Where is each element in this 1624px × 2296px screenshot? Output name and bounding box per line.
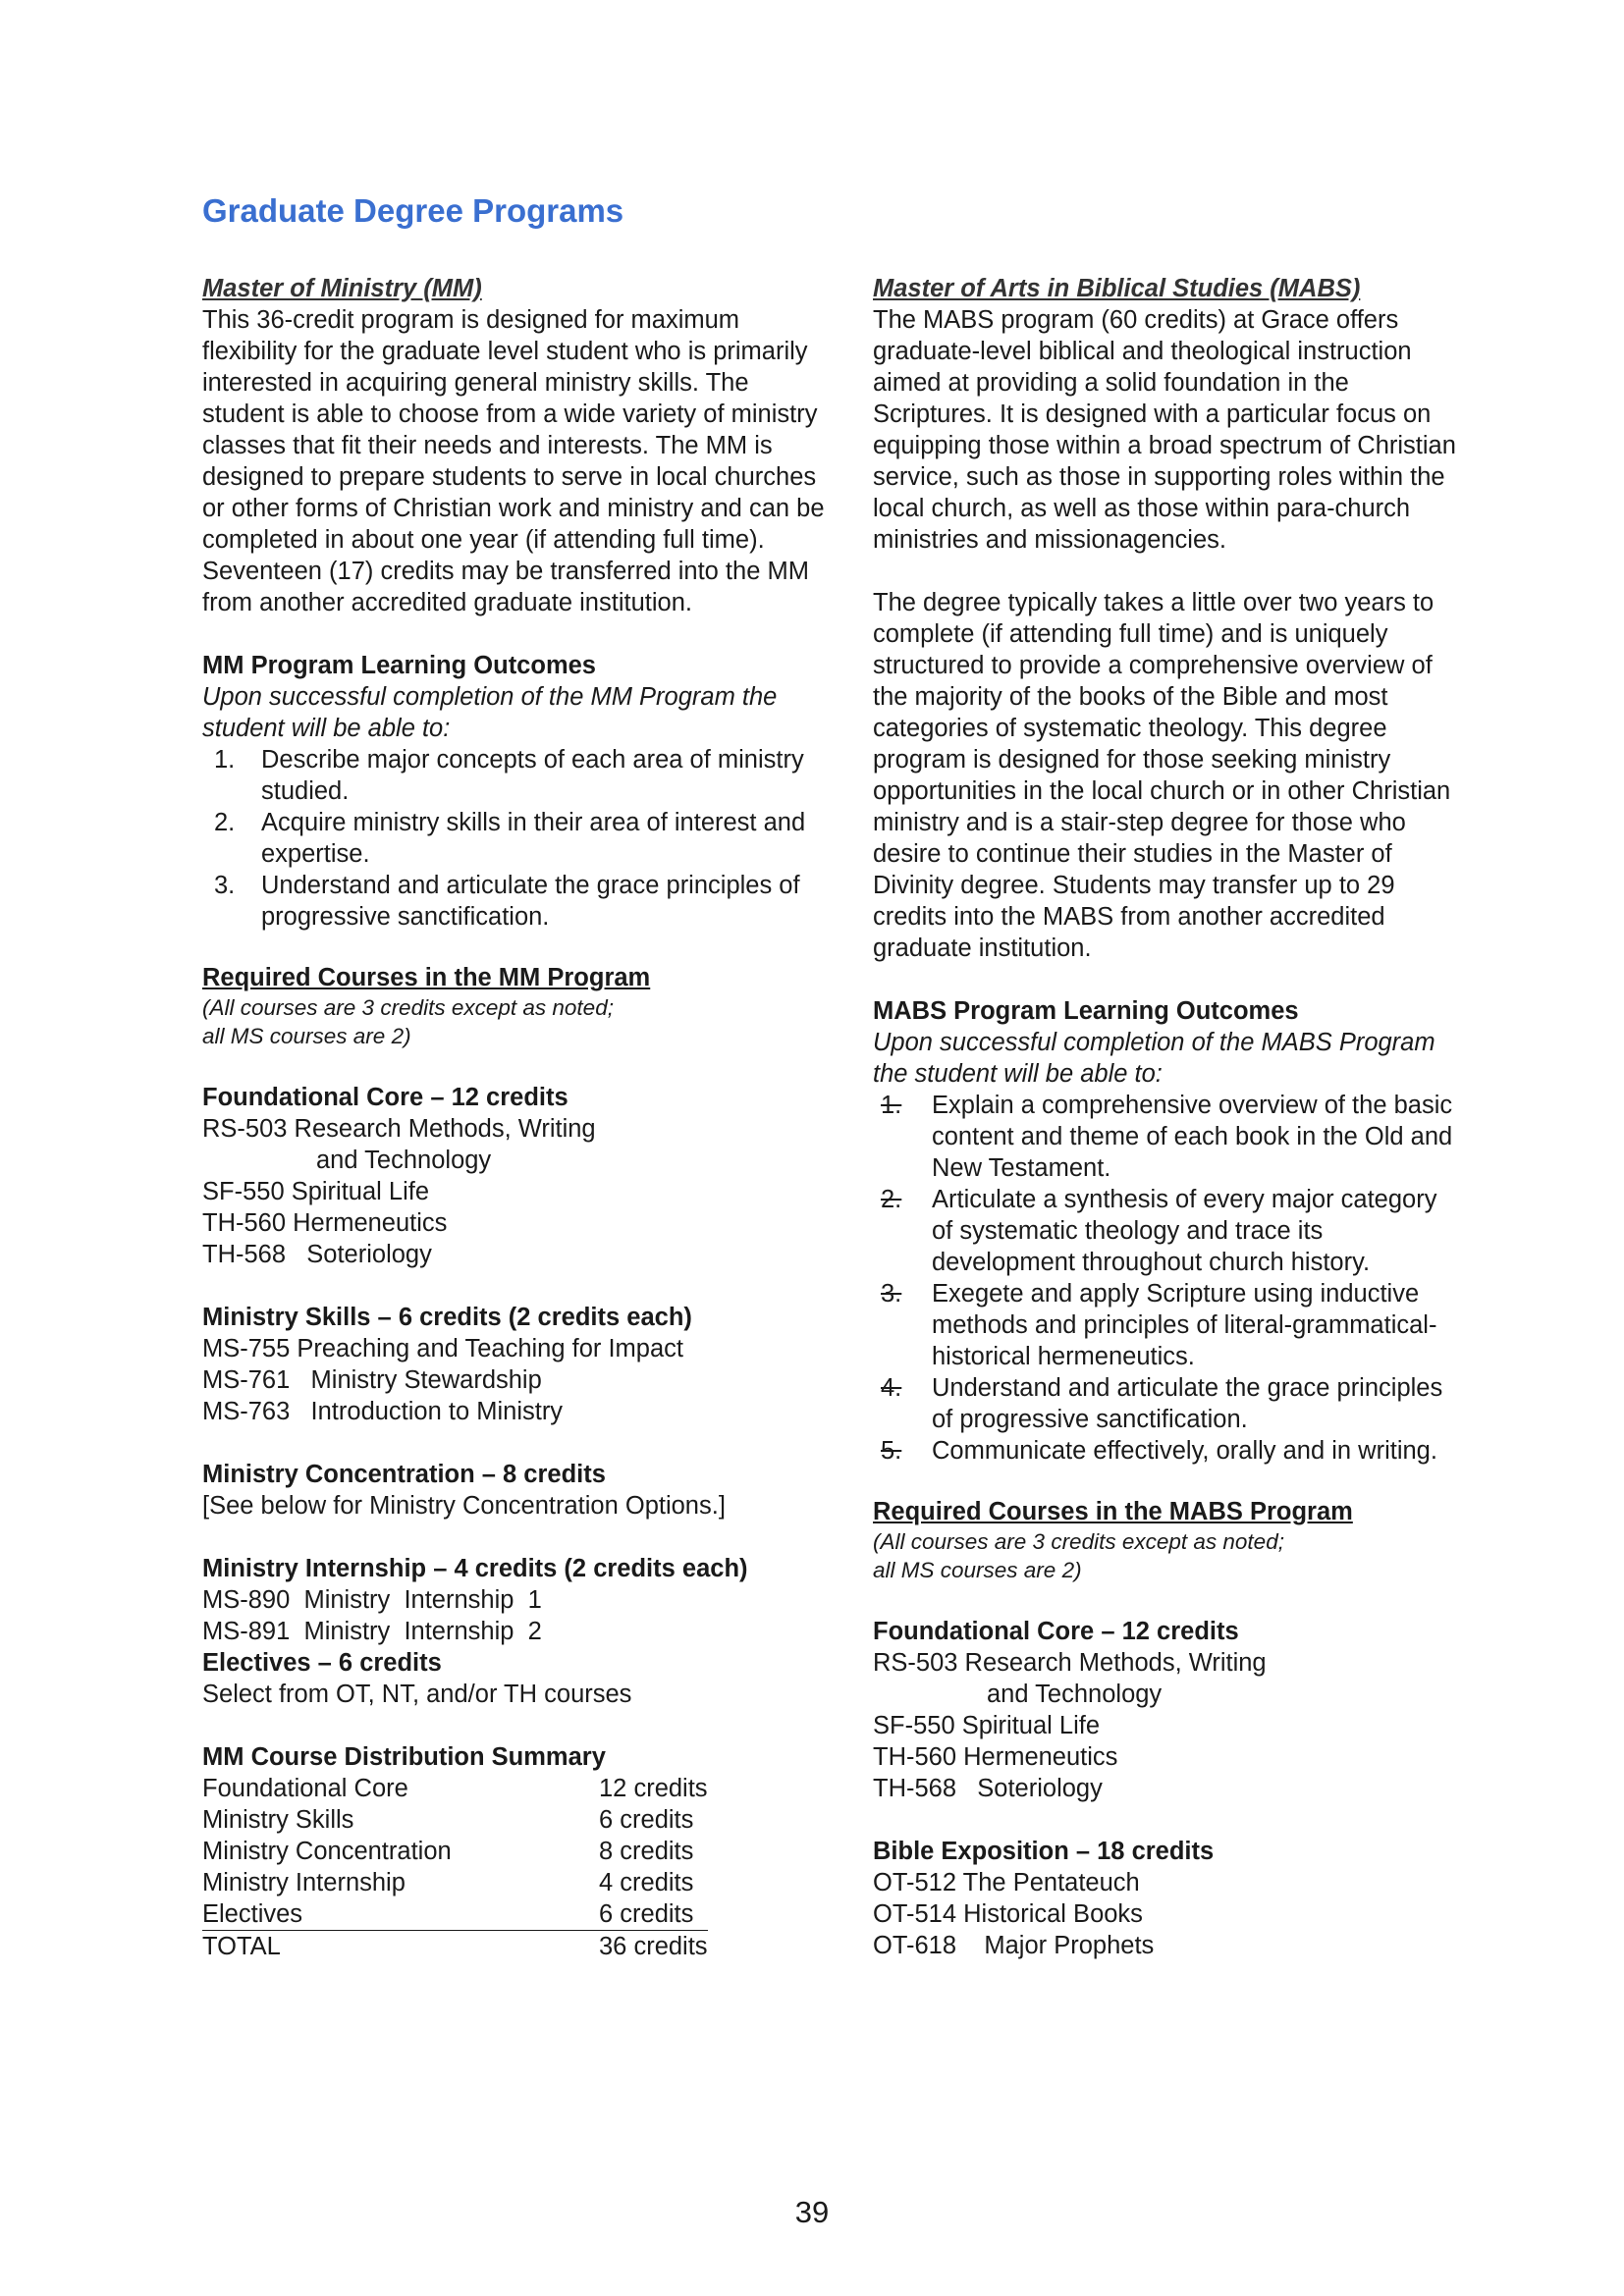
course-line: OT-512 The Pentateuch (873, 1869, 1140, 1896)
course-line: TH-568 Soteriology (202, 1241, 432, 1268)
course-line: OT-514 Historical Books (873, 1900, 1143, 1928)
course-line: OT-618 Major Prophets (873, 1932, 1155, 1959)
mabs-intro: The MABS program (60 credits) at Grace offers graduate-level biblical and theological instruction aimed at providing a solid foundation in the Scriptures. It is designed with a particular focus on equipping those within a broad spectrum of Christian service, such as those in supporting roles within the local church, as well as those within para-church ministries and missionagencies. (873, 306, 1456, 554)
mabs-intro-2: The degree typically takes a little over two years to complete (if attending full time) and is uniquely structured to provide a comprehensive overview of the majority of the books of the Bible and most categories of systematic theology. This degree program is designed for those seeking ministry opportunities in the local church or in other Christian ministry and is a stair-step degree for those who desire to continue their studies in the Master of Divinity degree. Students may transfer up to 29 credits into the MABS from another accredited graduate institution. (873, 589, 1451, 962)
course-line: MS-761 Ministry Stewardship (202, 1366, 542, 1394)
course-line: MS-891 Ministry Internship 2 (202, 1618, 542, 1645)
course-line: TH-560 Hermeneutics (873, 1743, 1118, 1771)
mabs-required-note: all MS courses are 2) (873, 1558, 1082, 1582)
mm-title: Master of Ministry (MM) (202, 275, 482, 302)
mabs-required-note: (All courses are 3 credits except as noted; (873, 1529, 1284, 1554)
mm-electives-heading: Electives – 6 credits (202, 1649, 442, 1677)
mm-concentration-heading: Ministry Concentration – 8 credits (202, 1461, 606, 1488)
course-line: RS-503 Research Methods, Writing (873, 1649, 1267, 1677)
mm-column (202, 273, 831, 1962)
course-line: MS-890 Ministry Internship 1 (202, 1586, 542, 1614)
mm-outcomes-heading: MM Program Learning Outcomes (202, 652, 596, 679)
mm-skills-heading: Ministry Skills – 6 credits (2 credits each) (202, 1304, 692, 1331)
mabs-required-heading: Required Courses in the MABS Program (873, 1498, 1353, 1525)
mabs-outcomes-heading: MABS Program Learning Outcomes (873, 997, 1299, 1025)
table-row: Electives 6 credits (202, 1898, 708, 1931)
mm-required-note: (All courses are 3 credits except as noted; (202, 995, 614, 1020)
page-title: Graduate Degree Programs (202, 192, 624, 229)
mm-outcome-item: 1. Describe major concepts of each area of ministry studied. (214, 746, 804, 805)
mm-internship-heading: Ministry Internship – 4 credits (2 credits each) (202, 1555, 748, 1582)
mabs-outcomes-intro: Upon successful completion of the MABS Program the student will be able to: (873, 1029, 1435, 1088)
course-line: RS-503 Research Methods, Writing (202, 1115, 596, 1143)
mabs-outcome-item: 1. Explain a comprehensive overview of the basic content and theme of each book in the Old and New Testament. (881, 1092, 1453, 1182)
mabs-outcome-item: 4. Understand and articulate the grace principles of progressive sanctification. (881, 1374, 1443, 1433)
table-row: Ministry Skills 6 credits (202, 1806, 694, 1834)
course-line: TH-560 Hermeneutics (202, 1209, 448, 1237)
mabs-bible-heading: Bible Exposition – 18 credits (873, 1838, 1215, 1865)
course-line: SF-550 Spiritual Life (202, 1178, 430, 1205)
mm-summary-heading: MM Course Distribution Summary (202, 1743, 606, 1771)
mabs-outcomes-list (873, 1090, 1462, 1467)
page-number: 39 (794, 2195, 830, 2229)
mm-foundational-heading: Foundational Core – 12 credits (202, 1084, 568, 1111)
course-line: TH-568 Soteriology (873, 1775, 1103, 1802)
course-line: MS-763 Introduction to Ministry (202, 1398, 564, 1425)
mm-electives-text: Select from OT, NT, and/or TH courses (202, 1681, 632, 1708)
table-row: Ministry Concentration 8 credits (202, 1838, 694, 1865)
table-row: Foundational Core 12 credits (202, 1775, 708, 1802)
mm-required-note: all MS courses are 2) (202, 1024, 411, 1048)
course-line: and Technology (316, 1147, 492, 1174)
mm-summary-table (202, 1773, 708, 1962)
mabs-title: Master of Arts in Biblical Studies (MABS) (873, 275, 1361, 302)
mabs-outcome-item: 3. Exegete and apply Scripture using inductive methods and principles of literal-grammatical-historical hermeneutics. (881, 1280, 1437, 1370)
mm-outcomes-list (202, 744, 831, 933)
course-line: MS-755 Preaching and Teaching for Impact (202, 1335, 683, 1362)
mm-intro: This 36-credit program is designed for maximum flexibility for the graduate level student who is primarily interested in acquiring general ministry skills. The student is able to choose from a wide variety of ministry classes that fit their needs and interests. The MM is designed to prepare students to serve in local churches or other forms of Christian work and ministry and can be completed in about one year (if attending full time). Seventeen (17) credits may be transferred into the MM from another accredited graduate institution. (202, 306, 825, 616)
mabs-outcome-item: 2. Articulate a synthesis of every major category of systematic theology and trace its development throughout church history. (881, 1186, 1437, 1276)
mm-concentration-text: [See below for Ministry Concentration Options.] (202, 1492, 726, 1520)
mm-outcome-item: 2. Acquire ministry skills in their area of interest and expertise. (214, 809, 806, 868)
mm-required-heading: Required Courses in the MM Program (202, 964, 651, 991)
table-row: TOTAL 36 credits (202, 1933, 708, 1960)
mabs-column (873, 273, 1462, 1961)
table-row: Ministry Internship 4 credits (202, 1869, 694, 1896)
mabs-foundational-heading: Foundational Core – 12 credits (873, 1618, 1239, 1645)
mm-outcomes-intro: Upon successful completion of the MM Program the student will be able to: (202, 683, 778, 742)
mm-outcome-item: 3. Understand and articulate the grace principles of progressive sanctification. (214, 872, 800, 931)
mabs-outcome-item: 5. Communicate effectively, orally and in writing. (881, 1437, 1437, 1465)
course-line: SF-550 Spiritual Life (873, 1712, 1101, 1739)
course-line: and Technology (987, 1681, 1163, 1708)
